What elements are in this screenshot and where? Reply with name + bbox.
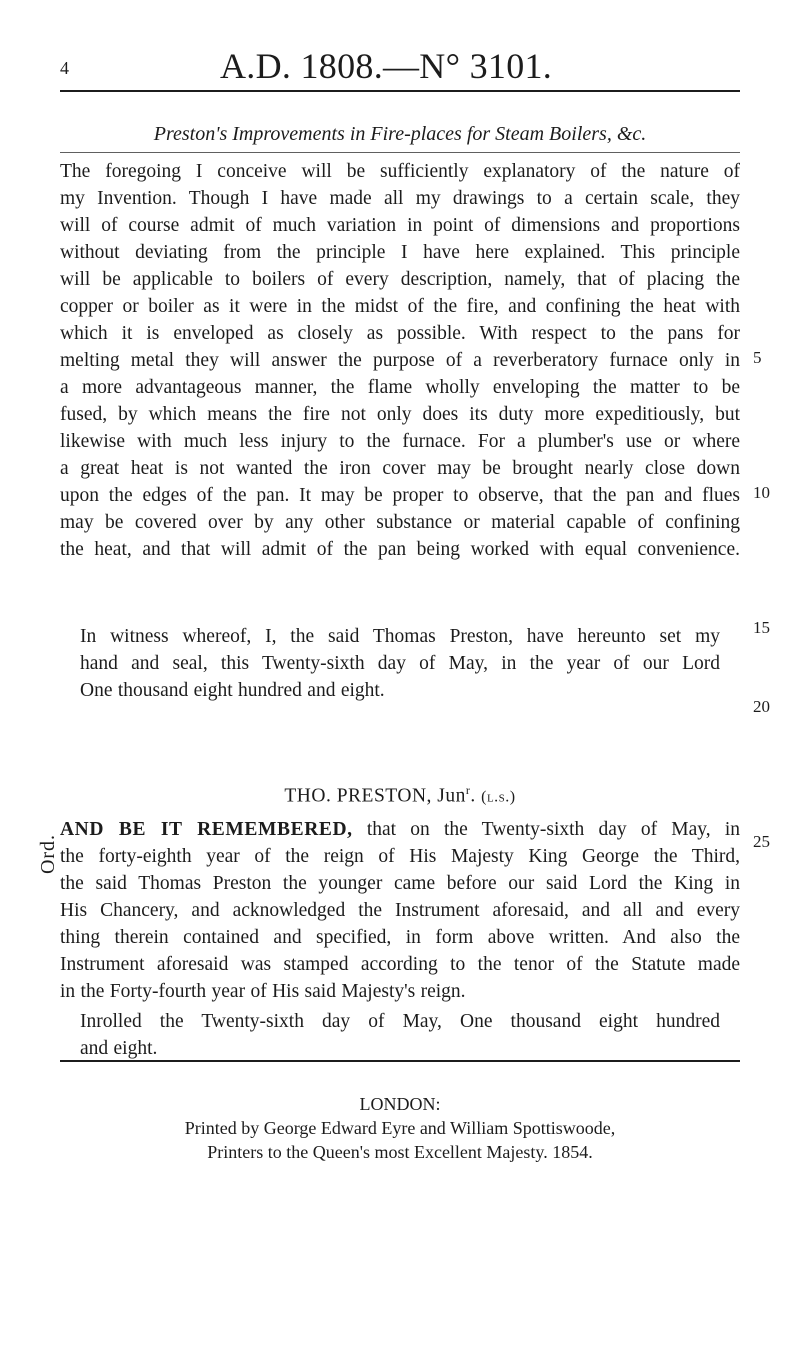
seal-mark: (l.s.) xyxy=(481,788,516,806)
margin-note: Ord. xyxy=(37,833,60,875)
witness-paragraph xyxy=(60,623,720,704)
text-line: a great heat is not wanted the iron cover may be brought nearly close down xyxy=(60,458,740,479)
text-line: The foregoing I conceive will be sufficiently explanatory of the nature of xyxy=(60,161,740,182)
text-line: thing therein contained and specified, in form above written. And also the xyxy=(60,927,740,948)
text-line: the said Thomas Preston the younger came before our said Lord the King in xyxy=(60,873,740,894)
text-line: hand and seal, this Twenty-sixth day of May, in the year of our Lord xyxy=(80,653,720,674)
text-line: fused, by which means the fire not only does its duty more expeditiously, but xyxy=(60,404,740,425)
specification-paragraph xyxy=(60,158,740,563)
text-line: His Chancery, and acknowledged the Instrument aforesaid, and all and every xyxy=(60,900,740,921)
header-rule xyxy=(60,90,740,92)
text-line: likewise with much less injury to the furnace. For a plumber's use or where xyxy=(60,431,740,452)
text-line: a more advantageous manner, the flame wholly enveloping the matter to be xyxy=(60,377,740,398)
running-title: Preston's Improvements in Fire-places for Steam Boilers, &c. xyxy=(153,123,647,145)
subtitle-rule xyxy=(60,152,740,153)
text-line: may be covered over by any other substance or material capable of confining xyxy=(60,512,740,533)
line-number-marker: 15 xyxy=(753,618,770,637)
line-number-marker: 10 xyxy=(753,483,770,502)
text-line: which it is enveloped as closely as possible. With respect to the pans for xyxy=(60,323,740,344)
text-line: upon the edges of the pan. It may be proper to observe, that the pan and flues xyxy=(60,485,740,506)
enrolment-paragraph xyxy=(60,816,740,1005)
signature-line: THO. PRESTON, Jun$^r$. (l.s.) xyxy=(284,783,516,807)
lead-phrase: AND BE IT REMEMBERED, xyxy=(60,819,353,840)
signature-suffix: r xyxy=(465,783,471,797)
page-number: 4 xyxy=(60,58,69,78)
signature-name: THO. PRESTON, Jun xyxy=(284,785,466,807)
text-line: melting metal they will answer the purpose of a reverberatory furnace only in xyxy=(60,350,740,371)
text-line: In witness whereof, I, the said Thomas Preston, have hereunto set my xyxy=(80,626,720,647)
text-fragment: that on the Twenty-sixth day of May, in xyxy=(366,819,740,840)
text-line: Inrolled the Twenty-sixth day of May, One thousand eight hundred xyxy=(80,1011,720,1032)
page-heading: A.D. 1808.—N° 3101. xyxy=(220,46,553,86)
text-line: in the Forty-fourth year of His said Majesty's reign. xyxy=(60,981,466,1002)
inrolled-paragraph xyxy=(60,1008,720,1062)
text-line: will of course admit of much variation in point of dimensions and proportions xyxy=(60,215,740,236)
text-line: One thousand eight hundred and eight. xyxy=(80,680,385,701)
text-line: will be applicable to boilers of every description, namely, that of placing the xyxy=(60,269,740,290)
text-line: Instrument aforesaid was stamped according to the tenor of the Statute made xyxy=(60,954,740,975)
text-line: the forty-eighth year of the reign of His Majesty King George the Third, xyxy=(60,846,740,867)
line-number-marker: 20 xyxy=(753,697,770,716)
text-line xyxy=(60,816,740,843)
text-line: my Invention. Though I have made all my drawings to a certain scale, they xyxy=(60,188,740,209)
text-line: the heat, and that will admit of the pan being worked with equal convenience. xyxy=(60,539,740,560)
printer-line: Printers to the Queen's most Excellent Majesty. 1854. xyxy=(207,1142,593,1162)
footer-title: LONDON: xyxy=(359,1094,441,1114)
text-line: without deviating from the principle I have here explained. This principle xyxy=(60,242,740,263)
text-line: copper or boiler as it were in the midst of the fire, and confining the heat with xyxy=(60,296,740,317)
printer-line: Printed by George Edward Eyre and William Spottiswoode, xyxy=(184,1118,616,1138)
line-number-marker: 5 xyxy=(753,348,762,367)
line-number-marker: 25 xyxy=(753,832,770,851)
text-line: and eight. xyxy=(80,1038,158,1059)
footer-rule xyxy=(60,1060,740,1062)
